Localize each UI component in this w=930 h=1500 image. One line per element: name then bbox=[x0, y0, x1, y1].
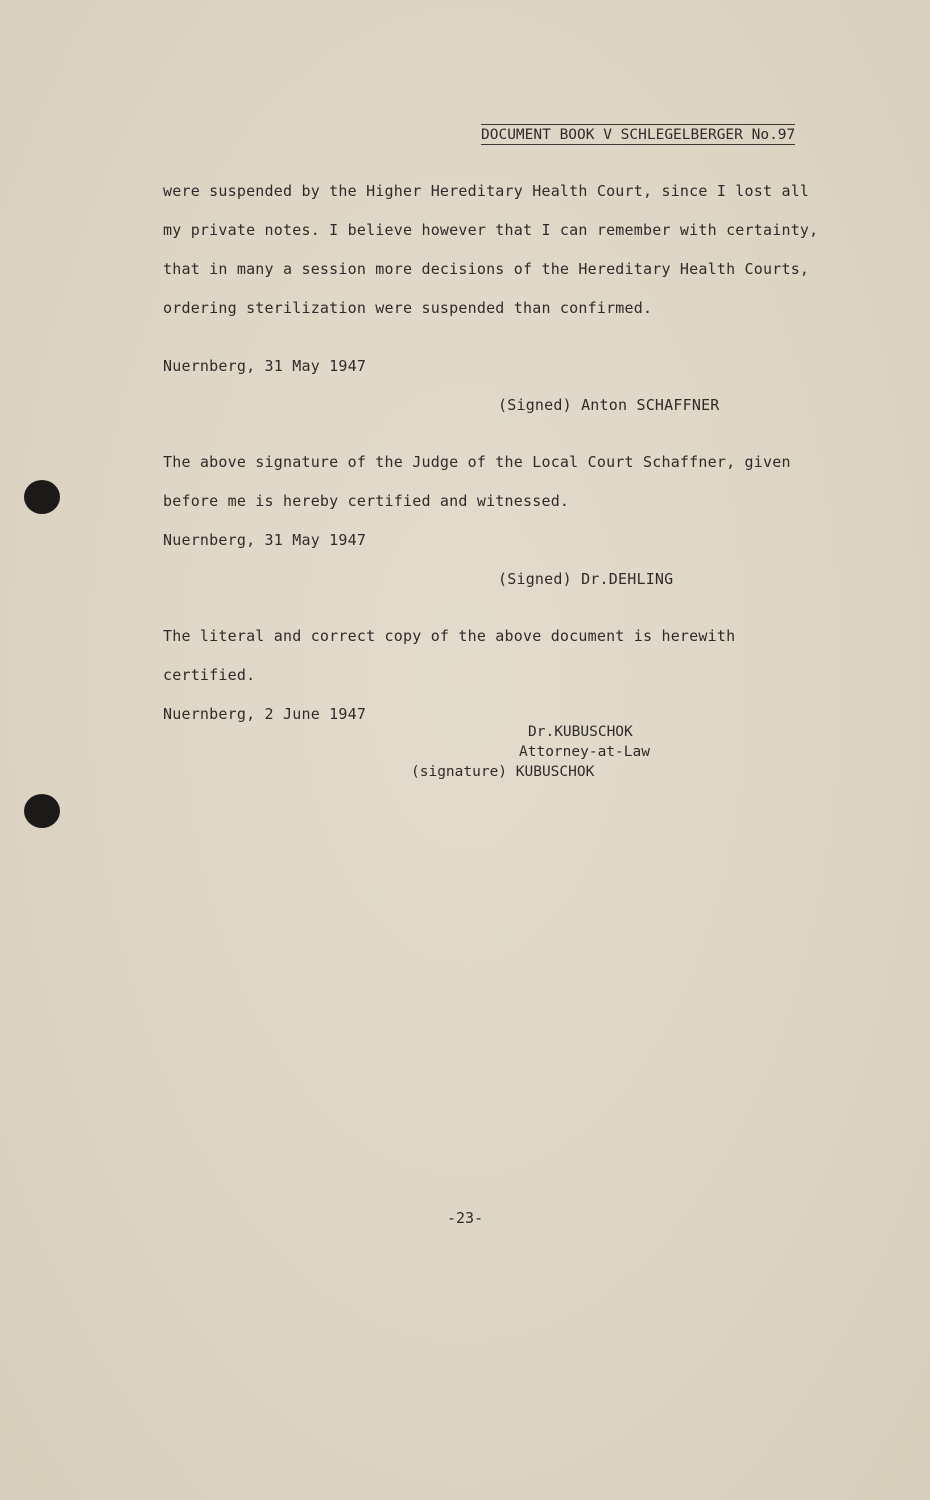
certification-line: The above signature of the Judge of the Local Court Schaffner, given bbox=[163, 453, 791, 471]
paragraph-line: were suspended by the Higher Hereditary Health Court, since I lost all bbox=[163, 182, 810, 200]
punch-hole-bottom bbox=[24, 794, 60, 828]
document-reference: DOCUMENT BOOK V SCHLEGELBERGER No.97 bbox=[481, 124, 795, 145]
paragraph-line: my private notes. I believe however that I can remember with certainty, bbox=[163, 221, 819, 239]
copy-certification-line: certified. bbox=[163, 666, 256, 684]
attorney-signature: (signature) KUBUSCHOK bbox=[411, 764, 595, 780]
place-date: Nuernberg, 31 May 1947 bbox=[163, 531, 367, 549]
certification-line: before me is hereby certified and witnessed. bbox=[163, 492, 570, 510]
signature-line: (Signed) Dr.DEHLING bbox=[498, 570, 674, 588]
copy-certification-line: The literal and correct copy of the above document is herewith bbox=[163, 627, 736, 645]
place-date: Nuernberg, 31 May 1947 bbox=[163, 357, 367, 375]
page-number: -23- bbox=[447, 1209, 484, 1227]
signature-line: (Signed) Anton SCHAFFNER bbox=[498, 396, 720, 414]
paragraph-line: ordering sterilization were suspended than confirmed. bbox=[163, 299, 653, 317]
place-date: Nuernberg, 2 June 1947 bbox=[163, 705, 367, 723]
punch-hole-top bbox=[24, 480, 60, 514]
paragraph-line: that in many a session more decisions of the Hereditary Health Courts, bbox=[163, 260, 810, 278]
attorney-title: Attorney-at-Law bbox=[519, 744, 650, 760]
attorney-name: Dr.KUBUSCHOK bbox=[528, 724, 633, 740]
